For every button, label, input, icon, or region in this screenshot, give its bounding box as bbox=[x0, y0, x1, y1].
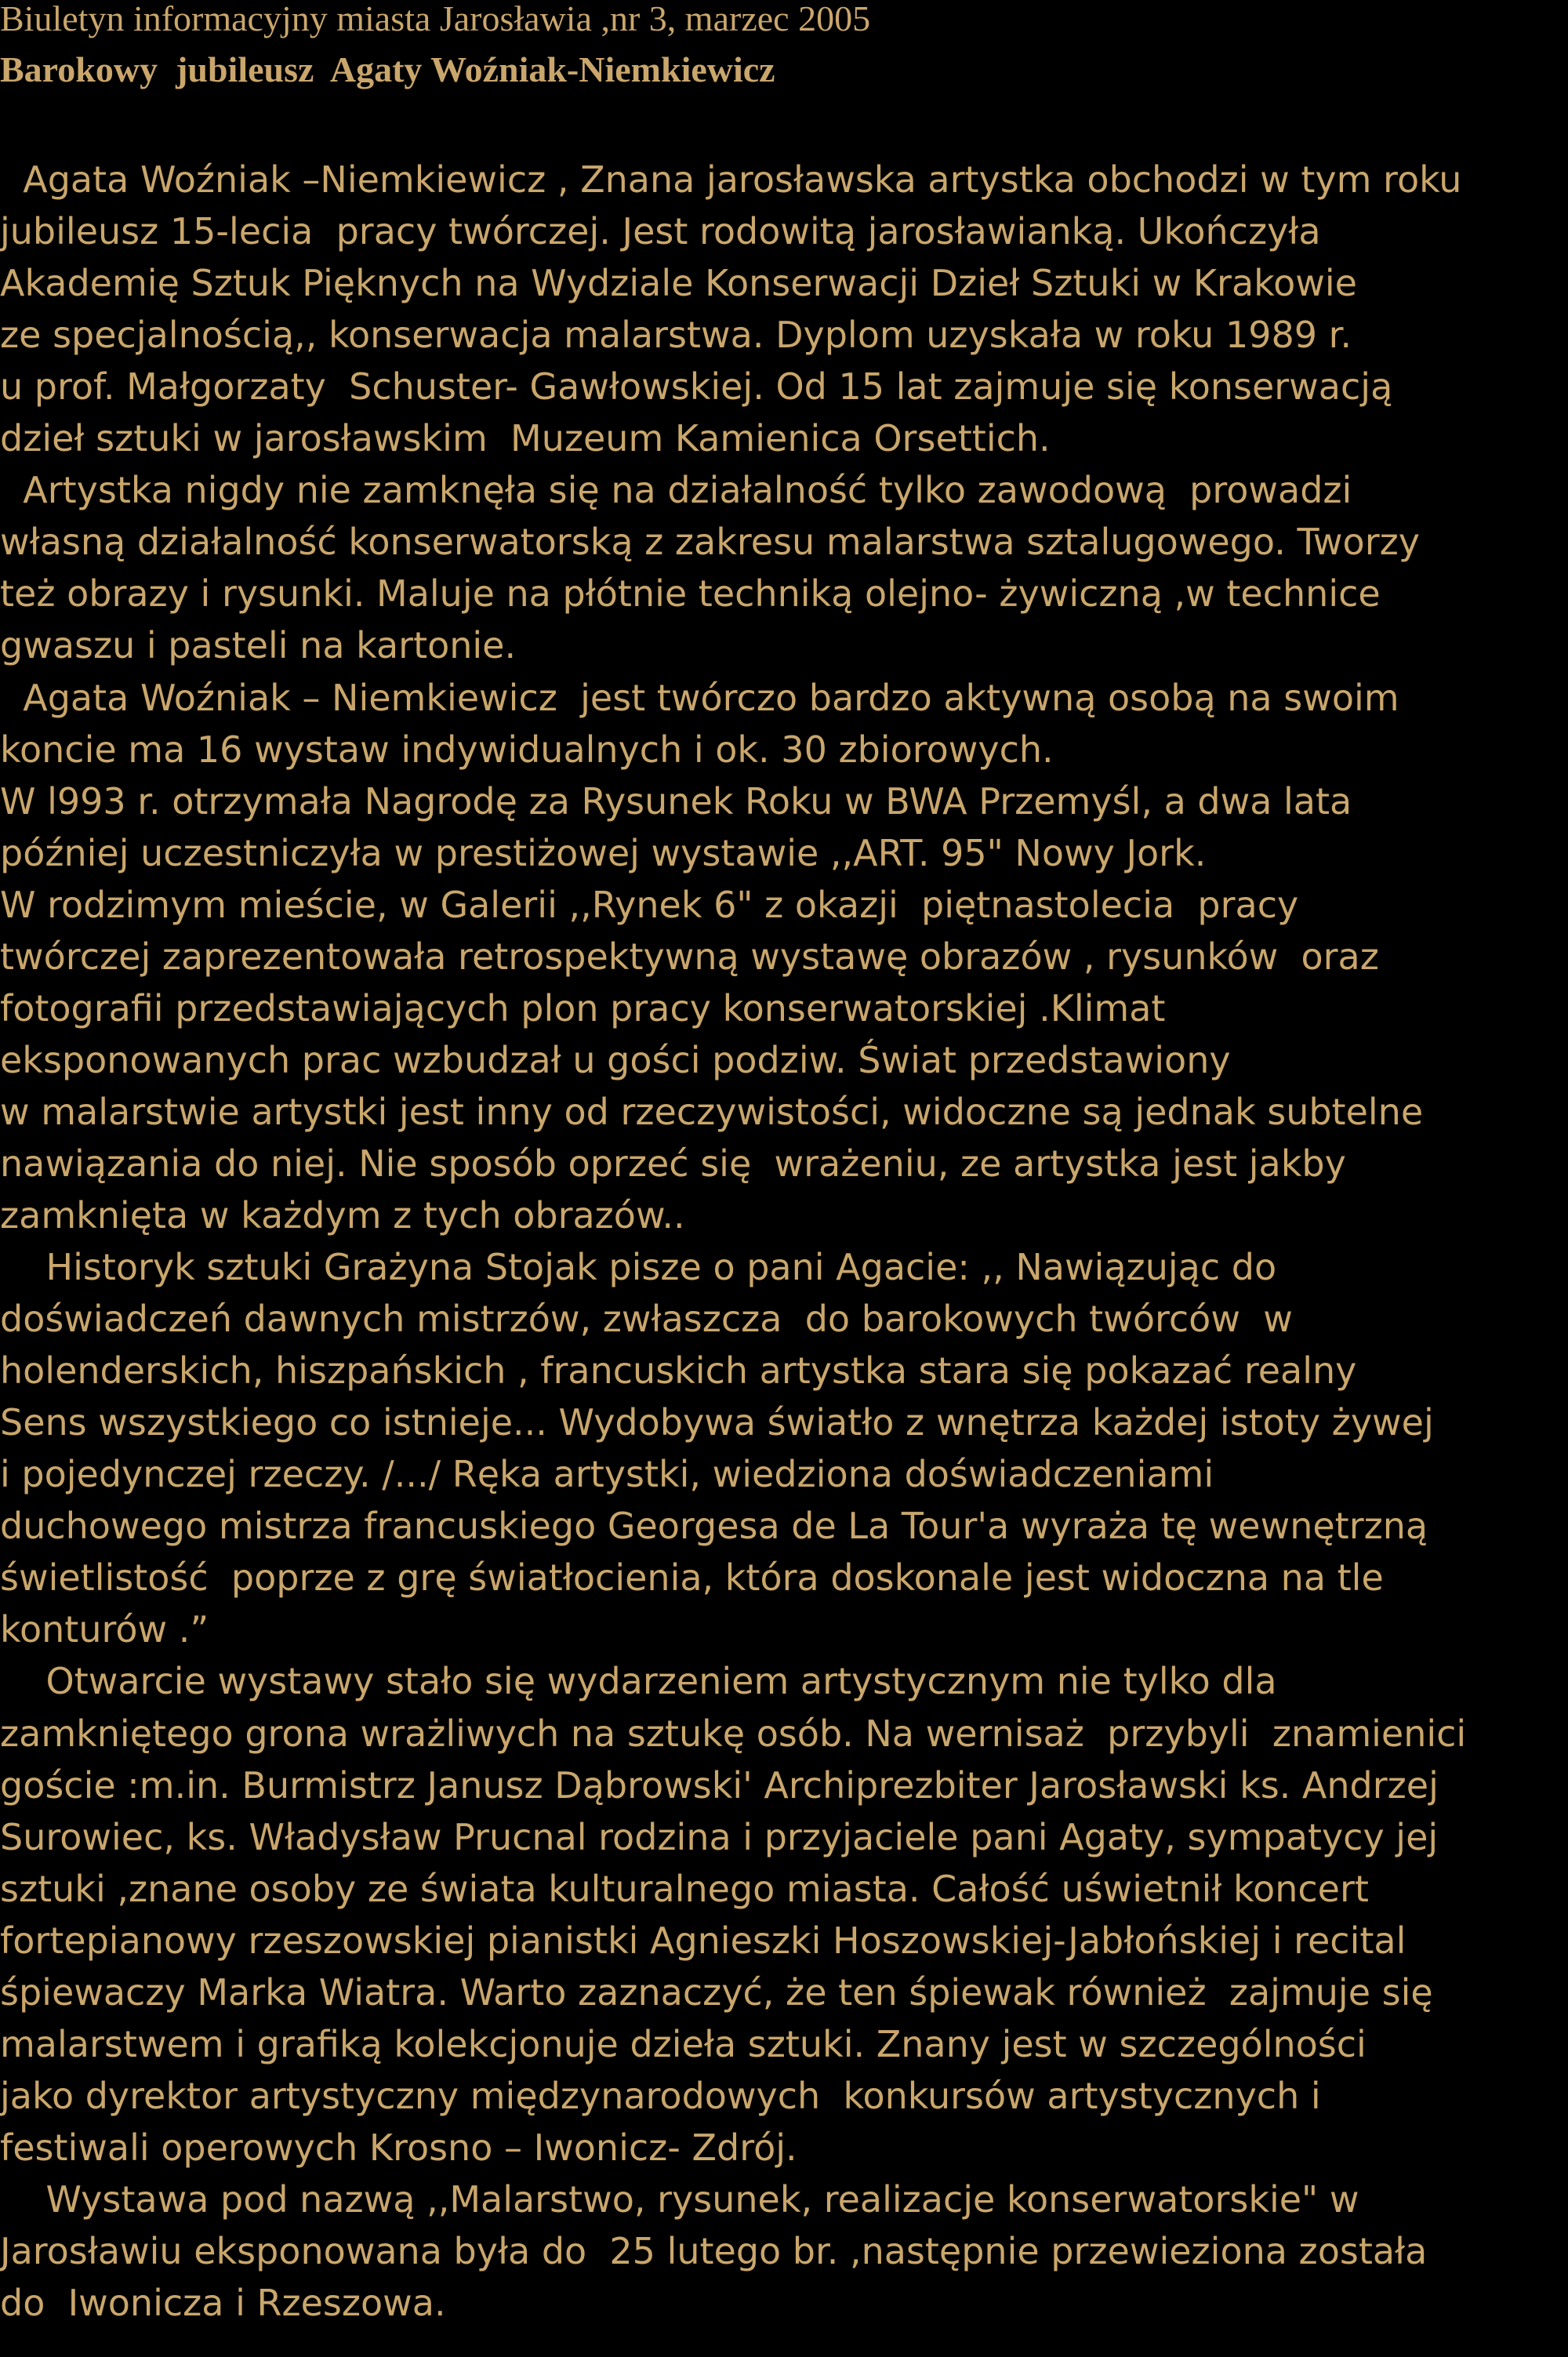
article-line: goście :m.in. Burmistrz Janusz Dąbrowski' Archiprezbiter Jarosławski ks. Andrzej bbox=[0, 1763, 1439, 1807]
article-line: u prof. Małgorzaty Schuster- Gawłowskiej. Od 15 lat zajmuje się konserwacją bbox=[0, 365, 1393, 409]
article-line: Agata Woźniak –Niemkiewicz , Znana jarosławska artystka obchodzi w tym roku bbox=[0, 158, 1462, 201]
article-line: własną działalność konserwatorską z zakresu malarstwa sztalugowego. Tworzy bbox=[0, 521, 1420, 564]
publication-source: Biuletyn informacyjny miasta Jarosławia ,nr 3, marzec 2005 bbox=[0, 0, 871, 38]
article-line: W rodzimym mieście, w Galerii ,,Rynek 6" z okazji piętnastolecia pracy bbox=[0, 883, 1299, 926]
article-line: jako dyrektor artystyczny międzynarodowych konkursów artystycznych i bbox=[0, 2074, 1321, 2117]
article-line: W l993 r. otrzymała Nagrodę za Rysunek Roku w BWA Przemyśl, a dwa lata bbox=[0, 779, 1352, 823]
article-line: holenderskich, hiszpańskich , francuskich artystka stara się pokazać realny bbox=[0, 1349, 1357, 1393]
article-line: później uczestniczyła w prestiżowej wystawie ,,ART. 95" Nowy Jork. bbox=[0, 831, 1207, 874]
article-line: Surowiec, ks. Władysław Prucnal rodzina i przyjaciele pani Agaty, sympatycy jej bbox=[0, 1815, 1439, 1858]
article-line: malarstwem i grafiką kolekcjonuje dzieła sztuki. Znany jest w szczególności bbox=[0, 2022, 1367, 2065]
article-line: Sens wszystkiego co istnieje... Wydobywa światło z wnętrza każdej istoty żywej bbox=[0, 1401, 1434, 1444]
article-line: Otwarcie wystawy stało się wydarzeniem artystycznym nie tylko dla bbox=[0, 1660, 1277, 1703]
article-line: też obrazy i rysunki. Maluje na płótnie techniką olejno- żywiczną ,w technice bbox=[0, 572, 1381, 616]
article-line: ze specjalnością,, konserwacja malarstwa. Dyplom uzyskała w roku 1989 r. bbox=[0, 314, 1352, 357]
article-line: Wystawa pod nazwą ,,Malarstwo, rysunek, realizacje konserwatorskie" w bbox=[0, 2177, 1359, 2221]
article-line: nawiązania do niej. Nie sposób oprzeć się wrażeniu, ze artystka jest jakby bbox=[0, 1142, 1346, 1185]
article-line: świetlistość poprze z grę światłocienia, która doskonale jest widoczna na tle bbox=[0, 1556, 1384, 1600]
article-line: Akademię Sztuk Pięknych na Wydziale Konserwacji Dzieł Sztuki w Krakowie bbox=[0, 262, 1357, 305]
article-line: konturów .” bbox=[0, 1608, 209, 1651]
article-line: Jarosławiu eksponowana była do 25 lutego br. ,następnie przewieziona została bbox=[0, 2230, 1428, 2272]
article-line: Artystka nigdy nie zamknęła się na działalność tylko zawodową prowadzi bbox=[0, 469, 1352, 512]
article-line: Agata Woźniak – Niemkiewicz jest twórczo bardzo aktywną osobą na swoim bbox=[0, 676, 1399, 719]
article-line: duchowego mistrza francuskiego Georgesa de La Tour'a wyraża tę wewnętrzną bbox=[0, 1505, 1428, 1548]
article-line: i pojedynczej rzeczy. /.../ Ręka artystki, wiedziona doświadczeniami bbox=[0, 1453, 1214, 1496]
article-line: do Iwonicza i Rzeszowa. bbox=[0, 2282, 446, 2325]
article-line: fortepianowy rzeszowskiej pianistki Agnieszki Hoszowskiej-Jabłońskiej i recital bbox=[0, 1919, 1406, 1962]
article-line: dzieł sztuki w jarosławskim Muzeum Kamienica Orsettich. bbox=[0, 417, 1051, 460]
article-line: jubileusz 15-lecia pracy twórczej. Jest rodowitą jarosławianką. Ukończyła bbox=[0, 210, 1321, 253]
article-line: zamkniętego grona wrażliwych na sztukę osób. Na wernisaż przybyli znamienici bbox=[0, 1712, 1467, 1755]
article-line: śpiewaczy Marka Wiatra. Warto zaznaczyć, że ten śpiewak również zajmuje się bbox=[0, 1970, 1433, 2014]
article-line: fotografii przedstawiających plon pracy konserwatorskiej .Klimat bbox=[0, 986, 1166, 1030]
article-line: festiwali operowych Krosno – Iwonicz- Zdrój. bbox=[0, 2126, 797, 2169]
article-line: eksponowanych prac wzbudzał u gości podziw. Świat przedstawiony bbox=[0, 1038, 1231, 1081]
article-line: Historyk sztuki Grażyna Stojak pisze o pani Agacie: ,, Nawiązując do bbox=[0, 1246, 1277, 1289]
article-line: w malarstwie artystki jest inny od rzeczywistości, widoczne są jednak subtelne bbox=[0, 1090, 1424, 1133]
article-line: doświadczeń dawnych mistrzów, zwłaszcza do barokowych twórców w bbox=[0, 1298, 1293, 1341]
article-line: gwaszu i pasteli na kartonie. bbox=[0, 624, 517, 667]
article-title: Barokowy jubileusz Agaty Woźniak-Niemkiewicz bbox=[0, 49, 775, 89]
article-line: zamknięta w każdym z tych obrazów.. bbox=[0, 1194, 685, 1237]
article-line: twórczej zaprezentowała retrospektywną wystawę obrazów , rysunków oraz bbox=[0, 935, 1379, 978]
article-line: koncie ma 16 wystaw indywidualnych i ok. 30 zbiorowych. bbox=[0, 728, 1054, 771]
article-line: sztuki ,znane osoby ze świata kulturalnego miasta. Całość uświetnił koncert bbox=[0, 1867, 1369, 1910]
